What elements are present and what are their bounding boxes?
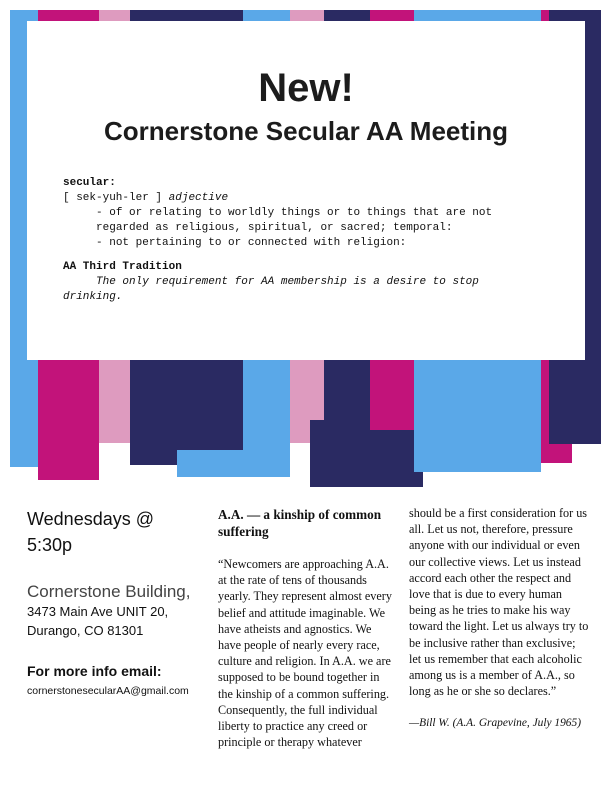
article-attribution: —Bill W. (A.A. Grapevine, July 1965) bbox=[409, 717, 581, 730]
headline: New! bbox=[258, 66, 354, 110]
header-card bbox=[27, 21, 585, 360]
article-column-2 bbox=[409, 505, 589, 732]
definition-sense-1: - of or relating to worldly things or to things that are not bbox=[96, 207, 493, 219]
definition-sense-2: - not pertaining to or connected with religion: bbox=[96, 237, 407, 249]
article-column-1 bbox=[218, 506, 396, 750]
meeting-title: Cornerstone Secular AA Meeting bbox=[103, 116, 509, 146]
contact-email[interactable]: cornerstonesecularAA@gmail.com bbox=[27, 685, 189, 697]
article-body-cont: should be a first consideration for us all. Let us not, therefore, pressure anyone with our individual or even our collective views. Let us instead accord each other the respect and love that is due to every human being as he tries to make his way toward the light. Let us always try to be inclusive rather than exclusive; let us remember that each alcoholic among us is a member of A.A., so long as he or she so declares.” bbox=[409, 506, 589, 699]
definition-term: secular: bbox=[63, 177, 116, 189]
tradition-text: The only requirement for AA membership is a desire to stop bbox=[96, 276, 479, 288]
definition-block bbox=[63, 176, 492, 251]
tradition-block bbox=[63, 260, 479, 305]
address-city: Durango, CO 81301 bbox=[27, 623, 144, 638]
tradition-text-cont: drinking. bbox=[63, 291, 123, 303]
address-line: 3473 Main Ave UNIT 20, bbox=[27, 604, 169, 619]
part-of-speech: adjective bbox=[168, 192, 229, 204]
pronunciation: [ sek-yuh-ler ] bbox=[63, 192, 163, 204]
article-heading: A.A. — a kinship of common suffering bbox=[218, 507, 382, 539]
meeting-details bbox=[27, 506, 212, 698]
tradition-heading: AA Third Tradition bbox=[63, 261, 182, 273]
article-body: “Newcomers are approaching A.A. at the rate of tens of thousands yearly. They represent almost every belief and attitude imaginable. We have atheists and agnostics. We have people of nearly every race, culture and religion. In A.A. we are supposed to be bound together in the kinship of a common suffering. Consequently, the full individual liberty to practice any creed or principle or therapy whatever bbox=[218, 557, 392, 750]
meeting-time: Wednesdays @ 5:30p bbox=[27, 509, 155, 555]
definition-sense-1-cont: regarded as religious, spiritual, or sacred; temporal: bbox=[96, 222, 453, 234]
decor-bar bbox=[310, 420, 423, 487]
building-name: Cornerstone Building, bbox=[27, 582, 191, 601]
info-heading: For more info email: bbox=[27, 663, 162, 679]
